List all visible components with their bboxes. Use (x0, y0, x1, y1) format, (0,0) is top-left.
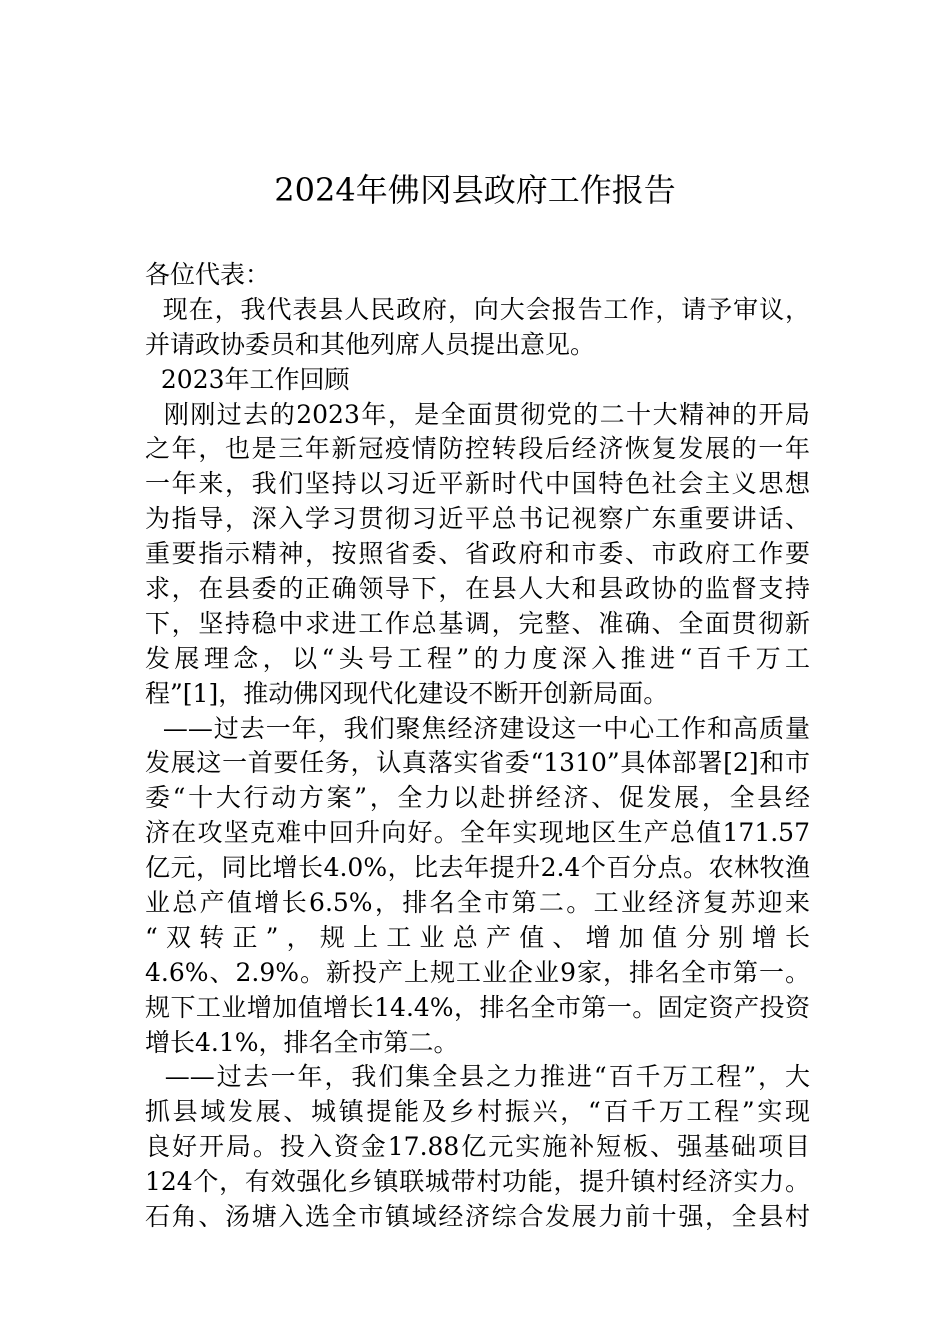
section-heading: 2023年工作回顾 (145, 364, 350, 394)
text-line: 求，在县委的正确领导下，在县人大和县政协的监督支持 (145, 574, 810, 604)
text-line: 124个，有效强化乡镇联城带村功能，提升镇村经济实力。 (145, 1167, 810, 1197)
text-line: 各位代表： (145, 260, 271, 289)
text-line: 一年来，我们坚持以习近平新时代中国特色社会主义思想 (145, 469, 810, 499)
text-line: 增长4.1%，排名全市第二。 (145, 1027, 459, 1057)
text-line: “双转正”，规上工业总产值、增加值分别增长 (145, 922, 810, 952)
text-line: 良好开局。投入资金17.88亿元实施补短板、强基础项目 (145, 1132, 810, 1162)
document-body (145, 258, 810, 1235)
text-line: 业总产值增长6.5%，排名全市第二。工业经济复苏迎来 (145, 888, 810, 918)
text-line: 刚刚过去的2023年，是全面贯彻党的二十大精神的开局 (145, 399, 810, 429)
text-line: 之年，也是三年新冠疫情防控转段后经济恢复发展的一年 (145, 434, 810, 464)
text-line: 委“十大行动方案”，全力以赴拼经济、促发展，全县经 (145, 783, 810, 813)
text-line: 4.6%、2.9%。新投产上规工业企业9家，排名全市第一。 (145, 957, 810, 987)
text-line: 并请政协委员和其他列席人员提出意见。 (145, 329, 596, 359)
text-line: 为指导，深入学习贯彻习近平总书记视察广东重要讲话、 (145, 504, 810, 534)
text-line: 发展这一首要任务，认真落实省委“1310”具体部署[2]和市 (145, 748, 810, 778)
text-line: 下，坚持稳中求进工作总基调，完整、准确、全面贯彻新 (145, 608, 810, 638)
text-line: 发展理念，以“头号工程”的力度深入推进“百千万工 (145, 643, 810, 673)
text-line: 规下工业增加值增长14.4%，排名全市第一。固定资产投资 (145, 992, 810, 1022)
text-line: 亿元，同比增长4.0%，比去年提升2.4个百分点。农林牧渔 (145, 853, 810, 883)
text-line: 抓县域发展、城镇提能及乡村振兴，“百千万工程”实现 (145, 1097, 810, 1127)
text-line: 重要指示精神，按照省委、省政府和市委、市政府工作要 (145, 539, 810, 569)
text-line: 现在，我代表县人民政府，向大会报告工作，请予审议， (145, 294, 810, 324)
text-line: 石角、汤塘入选全市镇域经济综合发展力前十强，全县村 (145, 1202, 810, 1232)
document-title: 2024年佛冈县政府工作报告 (274, 171, 676, 209)
text-line: 程”[1]，推动佛冈现代化建设不断开创新局面。 (145, 678, 669, 708)
text-line: ——过去一年，我们聚焦经济建设这一中心工作和高质量 (145, 713, 810, 743)
text-line: ——过去一年，我们集全县之力推进“百千万工程”，大 (145, 1062, 810, 1092)
text-line: 济在攻坚克难中回升向好。全年实现地区生产总值171.57 (145, 818, 810, 848)
